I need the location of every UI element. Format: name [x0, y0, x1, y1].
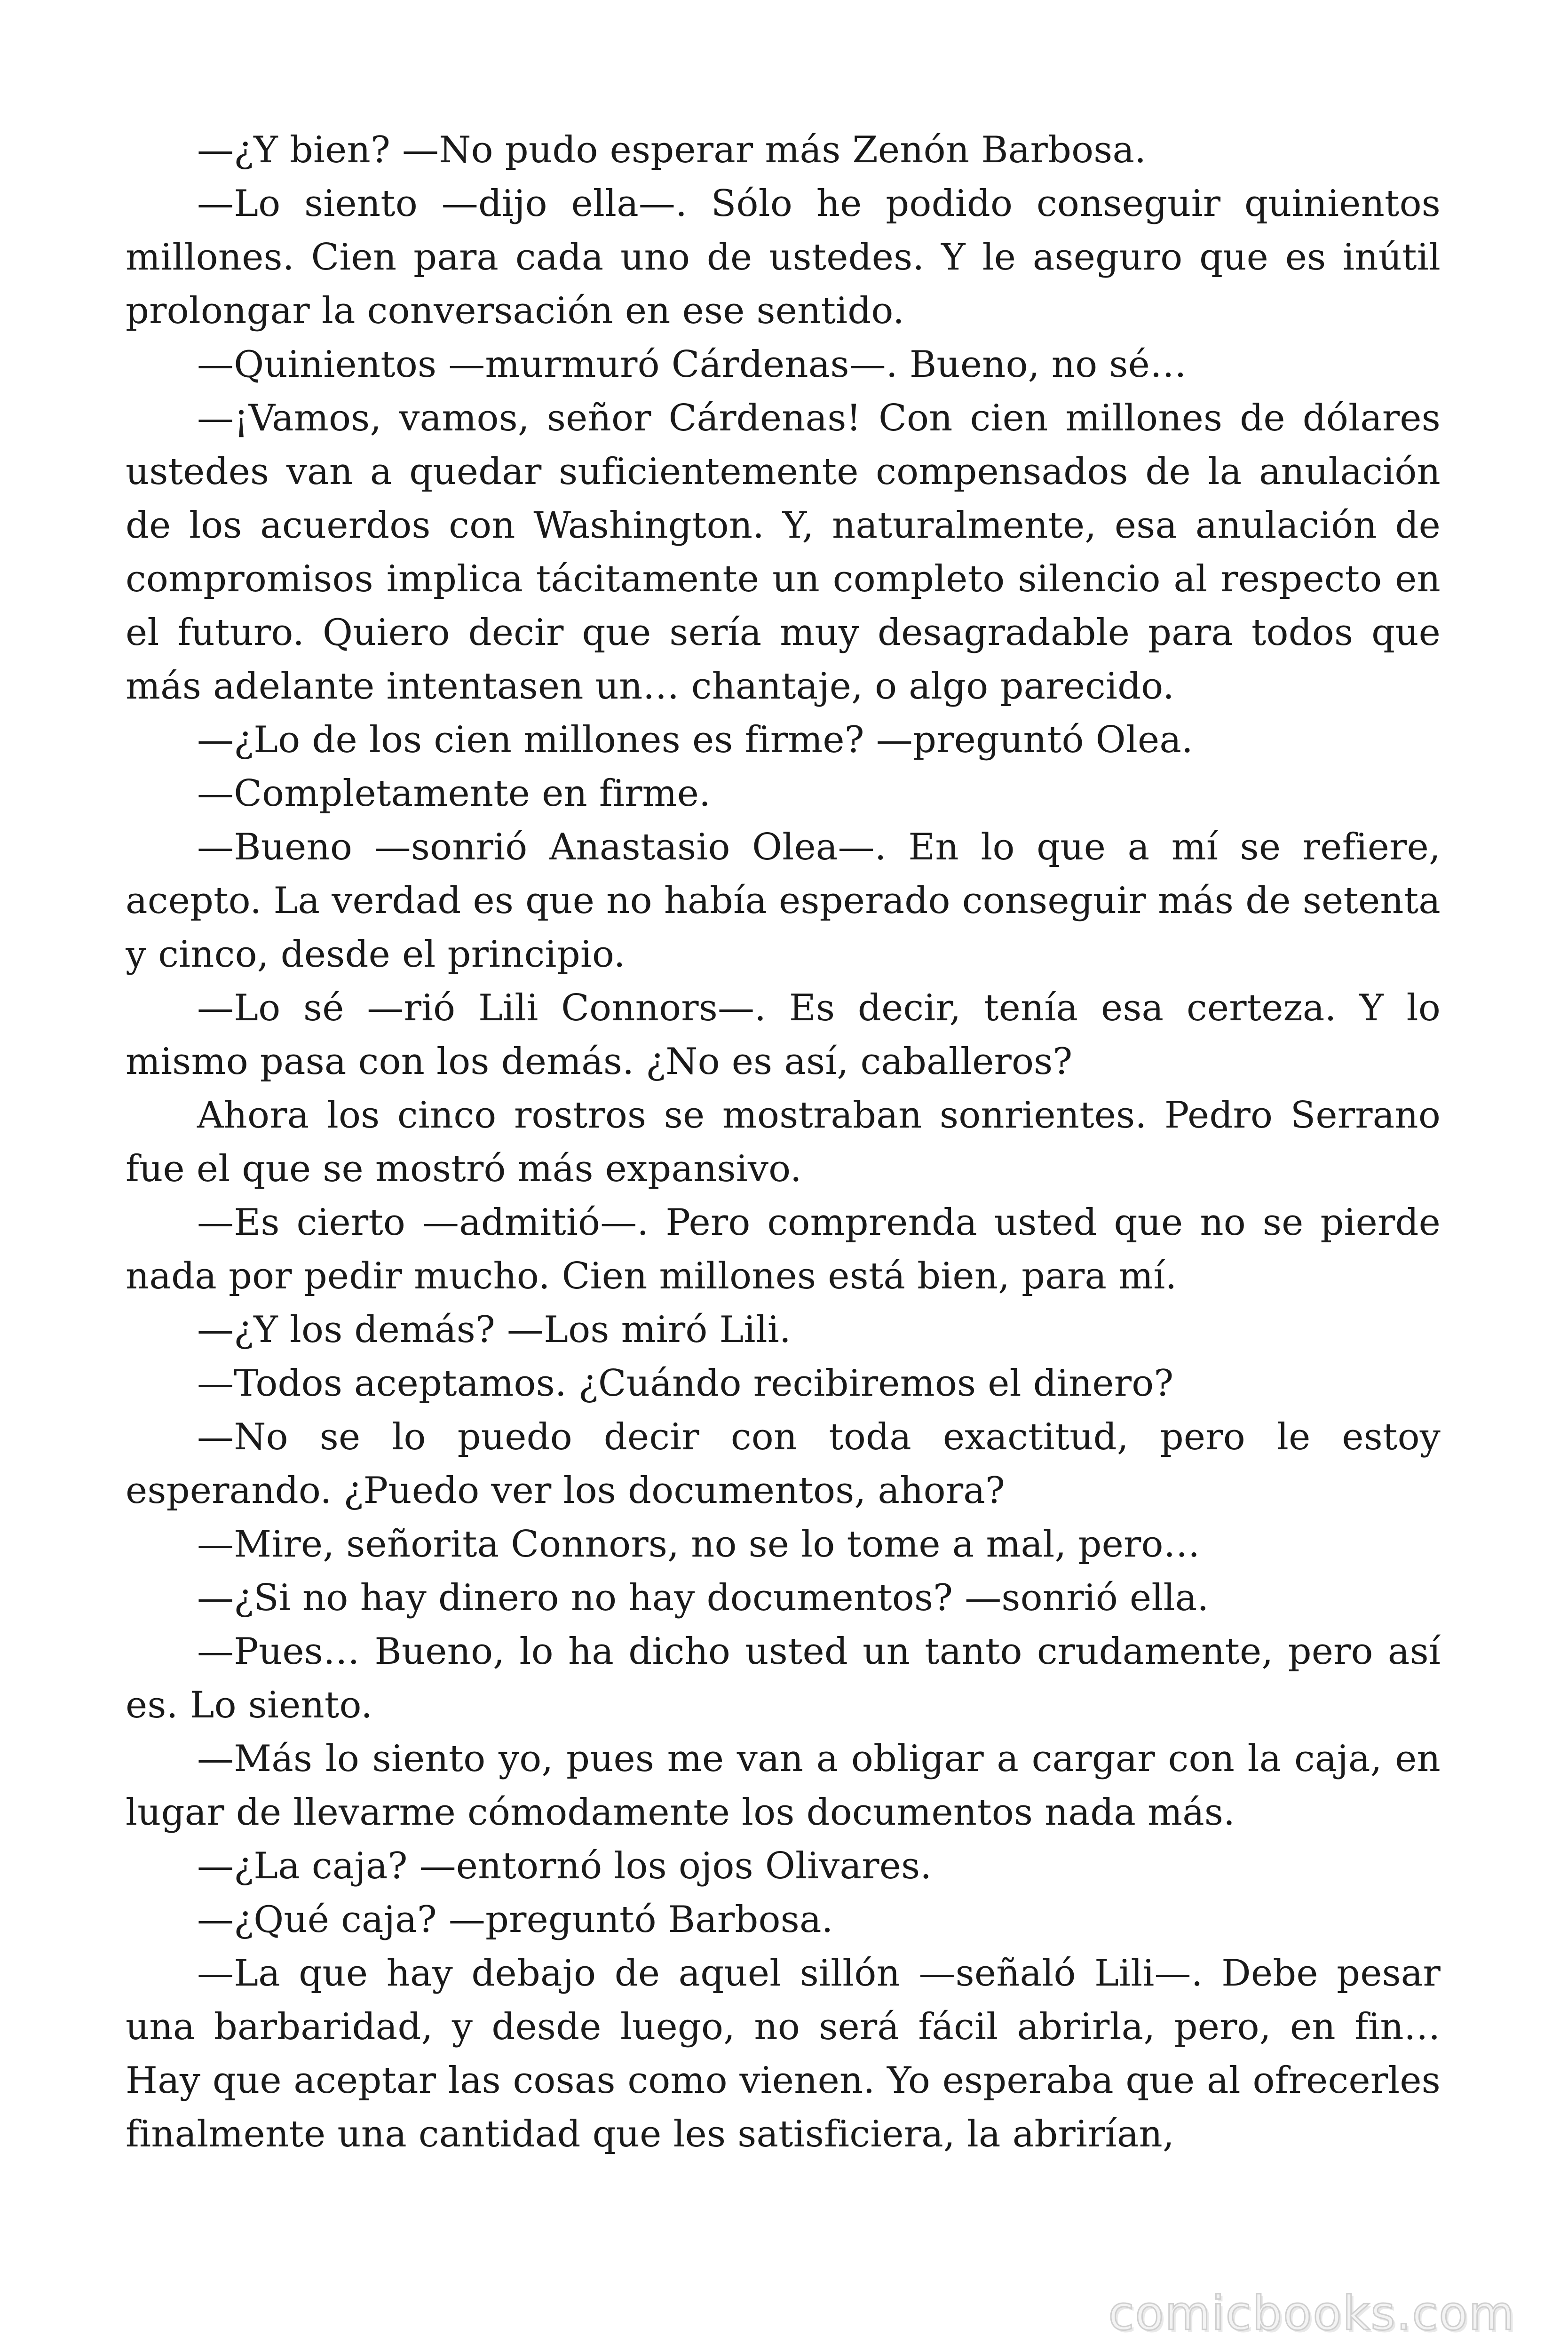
paragraph: —Quinientos —murmuró Cárdenas—. Bueno, no sé… [197, 343, 1187, 386]
paragraph: —Más lo siento yo, pues me van a obligar a cargar con la caja, en lugar de llevarme cómodamente los documentos nada más. [126, 1738, 1441, 1834]
paragraph: —¿Qué caja? —preguntó Barbosa. [197, 1899, 833, 1941]
paragraph: —¿Lo de los cien millones es firme? —preguntó Olea. [197, 719, 1194, 761]
paragraph: —Completamente en firme. [197, 772, 711, 815]
watermark: comicbooks.com [1108, 2286, 1515, 2341]
paragraph: —¡Vamos, vamos, señor Cárdenas! Con cien millones de dólares ustedes van a quedar suficientemente compensados de la anulación de los acuerdos con Washington. Y, naturalmente, esa anulación de compromisos implica tácitamente un completo silencio al respecto en el futuro. Quiero decir que sería muy desagradable para todos que más adelante intentasen un… chantaje, o algo parecido. [126, 397, 1441, 707]
paragraph: —No se lo puedo decir con toda exactitud, pero le estoy esperando. ¿Puedo ver los documentos, ahora? [126, 1416, 1441, 1512]
paragraph: —La que hay debajo de aquel sillón —señaló Lili—. Debe pesar una barbaridad, y desde luego, no será fácil abrirla, pero, en fin… Hay que aceptar las cosas como vienen. Yo esperaba que al ofrecerles finalmente una cantidad que les satisficiera, la abrirían, [126, 1952, 1441, 2155]
paragraph: —Pues… Bueno, lo ha dicho usted un tanto crudamente, pero así es. Lo siento. [126, 1630, 1441, 1726]
paragraph: —Bueno —sonrió Anastasio Olea—. En lo que a mí se refiere, acepto. La verdad es que no había esperado conseguir más de setenta y cinco, desde el principio. [126, 826, 1441, 976]
paragraph: —Mire, señorita Connors, no se lo tome a mal, pero… [197, 1523, 1200, 1565]
paragraph: Ahora los cinco rostros se mostraban sonrientes. Pedro Serrano fue el que se mostró más expansivo. [126, 1094, 1441, 1190]
paragraph: —Lo sé —rió Lili Connors—. Es decir, tenía esa certeza. Y lo mismo pasa con los demás. ¿No es así, caballeros? [126, 987, 1441, 1083]
paragraph: —Es cierto —admitió—. Pero comprenda usted que no se pierde nada por pedir mucho. Cien millones está bien, para mí. [126, 1201, 1441, 1297]
paragraph: —¿Y bien? —No pudo esperar más Zenón Barbosa. [197, 129, 1147, 171]
paragraph: —Lo siento —dijo ella—. Sólo he podido conseguir quinientos millones. Cien para cada uno de ustedes. Y le aseguro que es inútil prolongar la conversación en ese sentido. [126, 183, 1441, 332]
page-body [126, 123, 1441, 2249]
paragraph: —¿Y los demás? —Los miró Lili. [197, 1309, 791, 1351]
paragraph: —Todos aceptamos. ¿Cuándo recibiremos el dinero? [197, 1362, 1174, 1405]
paragraph: —¿Si no hay dinero no hay documentos? —sonrió ella. [197, 1577, 1209, 1619]
paragraph: —¿La caja? —entornó los ojos Olivares. [197, 1845, 932, 1887]
